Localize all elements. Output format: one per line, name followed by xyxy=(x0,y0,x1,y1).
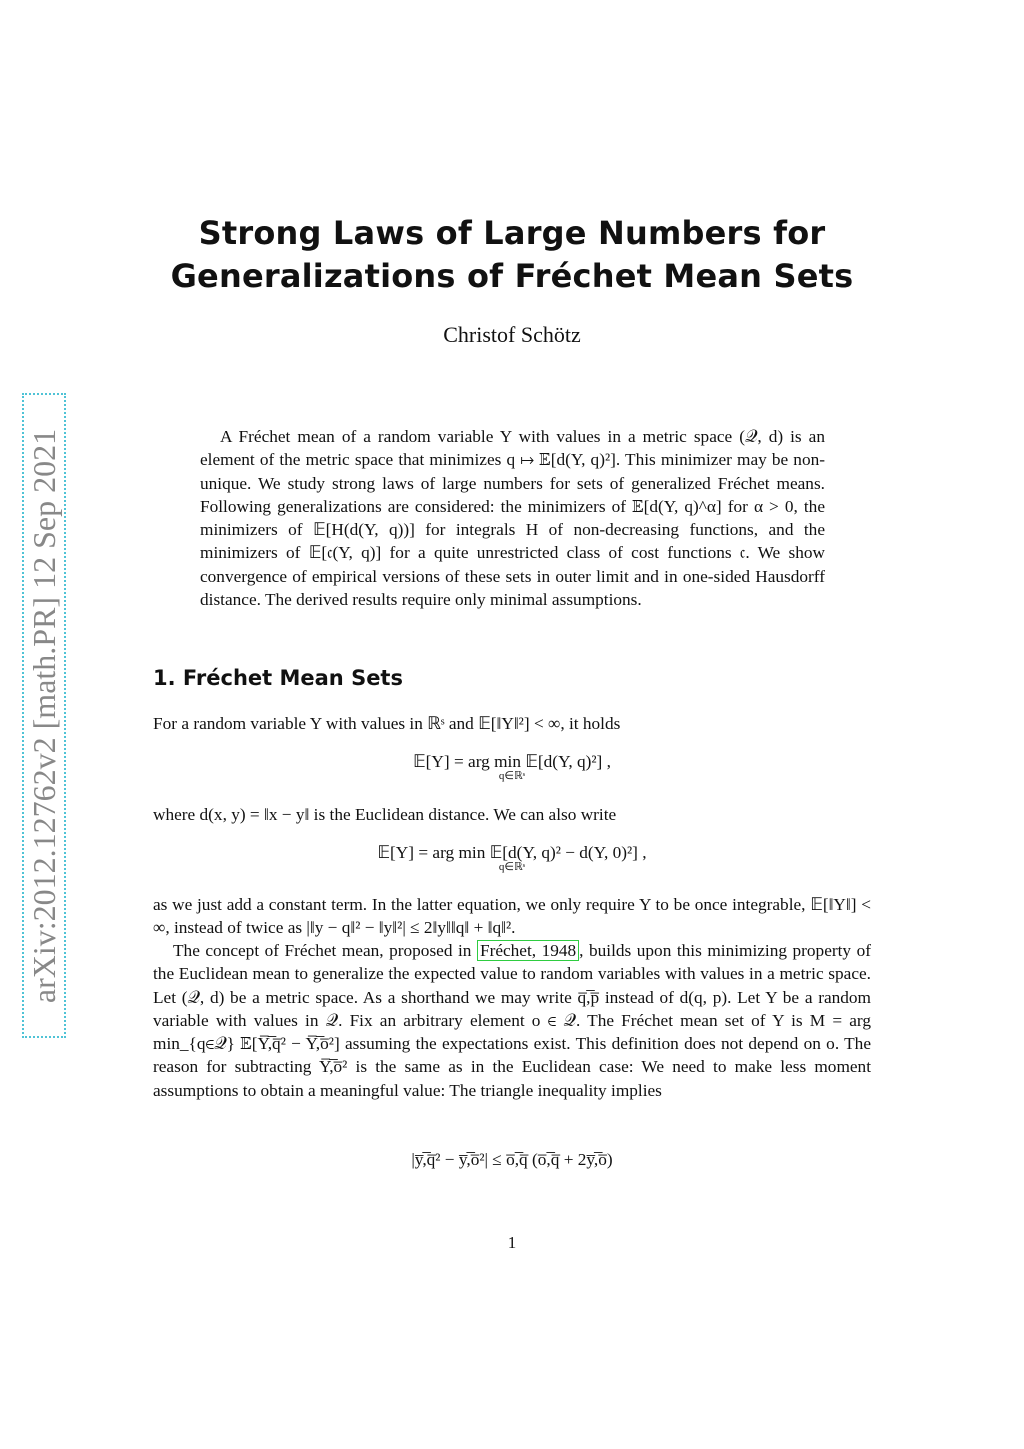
paragraph-3 xyxy=(153,893,871,940)
citation-link[interactable]: Fréchet, 1948 xyxy=(477,940,579,961)
arxiv-stamp: arXiv:2012.12762v2 [math.PR] 12 Sep 2021 xyxy=(26,428,62,1004)
page-number: 1 xyxy=(507,1233,517,1252)
paragraph-4-start: The concept of Fréchet mean, proposed in xyxy=(173,941,472,960)
paragraph-1 xyxy=(153,712,871,735)
equation-2-main: 𝔼[Y] = arg min 𝔼[d(Y, q)² − d(Y, 0)²] , xyxy=(377,843,647,862)
paragraph-2-text: where d(x, y) = ‖x − y‖ is the Euclidean distance. We can also write xyxy=(153,805,617,824)
paragraph-2 xyxy=(153,803,871,826)
paragraph-4 xyxy=(153,939,871,1102)
paragraph-1-text: For a random variable Y with values in ℝˢ and 𝔼[‖Y‖²] < ∞, it holds xyxy=(153,714,621,733)
equation-1 xyxy=(153,752,871,784)
title-line-2: Generalizations of Fréchet Mean Sets xyxy=(170,257,854,295)
equation-2-sub: q∈ℝˢ xyxy=(498,861,526,873)
paper-title xyxy=(112,212,912,298)
abstract xyxy=(200,425,825,611)
title-line-1: Strong Laws of Large Numbers for xyxy=(198,214,826,252)
paragraph-4-rest: , builds upon this minimizing property of the Euclidean mean to generalize the expected value to random variables with values in a metric space. Let (𝒬, d) be a metric space. As a shorthand we may write q̅,̅p̅ instead of d(q, p). Let Y be a random variable with values in 𝒬. Fix an arbitrary element o ∈ 𝒬. The Fréchet mean set of Y is M = arg min_{q∈𝒬} 𝔼[Y̅,̅q̅² − Y̅,̅o̅²] assuming the expectations exist. This definition does not depend on o. The reason for subtracting Y̅,̅o̅² is the same as in the Euclidean case: We need to make less moment assumptions to obtain a meaningful value: The triangle inequality implies xyxy=(153,941,871,1100)
equation-3 xyxy=(153,1150,871,1170)
equation-1-main: 𝔼[Y] = arg min 𝔼[d(Y, q)²] , xyxy=(413,752,611,771)
section-heading: 1. Fréchet Mean Sets xyxy=(153,666,403,690)
paragraph-4-text xyxy=(153,939,871,1102)
abstract-text: A Fréchet mean of a random variable Y with values in a metric space (𝒬, d) is an element of the metric space that minimizes q ↦ 𝔼[d(Y, q)²]. This minimizer may be non-unique. We study strong laws of large numbers for sets of generalized Fréchet means. Following generalizations are considered: the minimizers of 𝔼[d(Y, q)^α] for α > 0, the minimizers of 𝔼[H(d(Y, q))] for integrals H of non-decreasing functions, and the minimizers of 𝔼[𝔠(Y, q)] for a quite unrestricted class of cost functions 𝔠. We show convergence of empirical versions of these sets in outer limit and in one-sided Hausdorff distance. The derived results require only minimal assumptions. xyxy=(200,427,825,610)
equation-3-main: |y̅,̅q̅² − y̅,̅o̅²| ≤ o̅,̅q̅ (o̅,̅q̅ + 2y̅,̅o̅) xyxy=(411,1150,613,1169)
equation-1-sub: q∈ℝˢ xyxy=(498,770,526,782)
paragraph-3-text: as we just add a constant term. In the latter equation, we only require Y to be once integrable, 𝔼[‖Y‖] < ∞, instead of twice as |‖y − q‖² − ‖y‖²| ≤ 2‖y‖‖q‖ + ‖q‖². xyxy=(153,895,871,938)
equation-2 xyxy=(153,843,871,875)
author: Christof Schötz xyxy=(443,322,581,347)
